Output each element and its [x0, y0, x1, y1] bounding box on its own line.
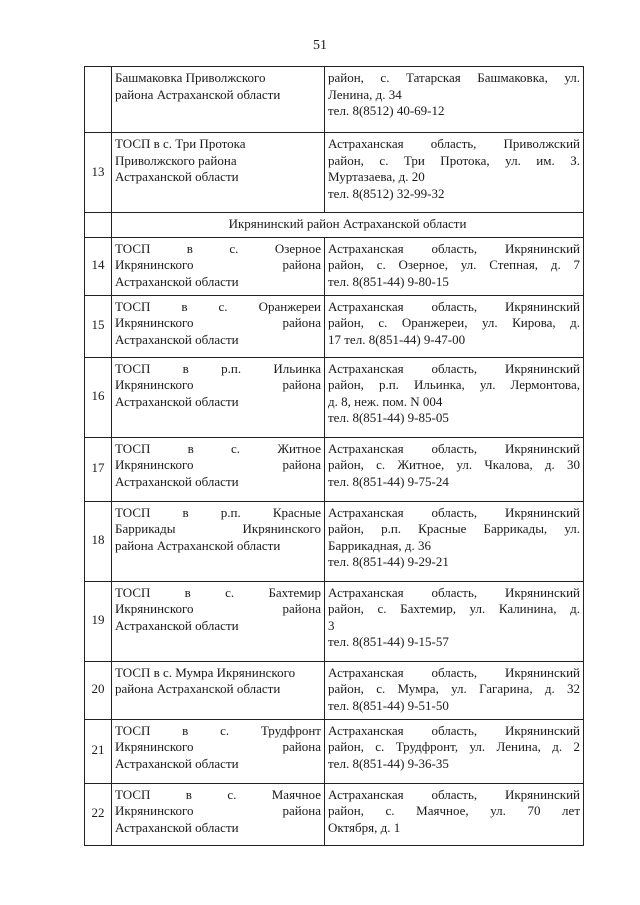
- office-name: ТОСП в с. Оранжереи Икрянинского района Астраханской области: [112, 295, 325, 357]
- row-number: [85, 67, 112, 133]
- office-name: ТОСП в с. Три Протока Приволжского района Астраханской области: [112, 133, 325, 213]
- office-name: ТОСП в с. Житное Икрянинского района Астраханской области: [112, 437, 325, 501]
- office-address: Астраханская область, Икрянинский район, с. Озерное, ул. Степная, д. 7 тел. 8(851-44) 9-80-15: [325, 237, 584, 295]
- table-row: [85, 661, 584, 719]
- section-row: [85, 213, 584, 238]
- row-number: 13: [85, 133, 112, 213]
- table-row: [85, 67, 584, 133]
- office-address: Астраханская область, Икрянинский район, р.п. Красные Баррикады, ул. Баррикадная, д. 36 тел. 8(851-44) 9-29-21: [325, 501, 584, 581]
- registry-table: [84, 66, 584, 846]
- office-name: ТОСП в с. Трудфронт Икрянинского района Астраханской области: [112, 719, 325, 783]
- office-address: Астраханская область, Икрянинский район, с. Бахтемир, ул. Калинина, д. 3 тел. 8(851-44) 9-15-57: [325, 581, 584, 661]
- office-address: Астраханская область, Икрянинский район, с. Оранжереи, ул. Кирова, д. 17 тел. 8(851-44) 9-47-00: [325, 295, 584, 357]
- office-name: ТОСП в р.п. Красные Баррикады Икрянинского района Астраханской области: [112, 501, 325, 581]
- office-name: ТОСП в с. Озерное Икрянинского района Астраханской области: [112, 237, 325, 295]
- table-row: [85, 295, 584, 357]
- row-number: 15: [85, 295, 112, 357]
- office-name: ТОСП в с. Мумра Икрянинского района Астраханской области: [112, 661, 325, 719]
- office-address: Астраханская область, Икрянинский район, с. Житное, ул. Чкалова, д. 30 тел. 8(851-44) 9-75-24: [325, 437, 584, 501]
- office-name: Башмаковка Приволжского района Астраханской области: [112, 67, 325, 133]
- office-address: Астраханская область, Икрянинский район, с. Маячное, ул. 70 лет Октября, д. 1: [325, 783, 584, 845]
- table-row: [85, 501, 584, 581]
- row-number: 17: [85, 437, 112, 501]
- row-number: 22: [85, 783, 112, 845]
- office-address: Астраханская область, Икрянинский район, р.п. Ильинка, ул. Лермонтова, д. 8, неж. пом. N 004 тел. 8(851-44) 9-85-05: [325, 357, 584, 437]
- row-number: 16: [85, 357, 112, 437]
- office-address: Астраханская область, Икрянинский район, с. Трудфронт, ул. Ленина, д. 2 тел. 8(851-44) 9-36-35: [325, 719, 584, 783]
- row-number: 14: [85, 237, 112, 295]
- table-row: [85, 133, 584, 213]
- section-title: Икрянинский район Астраханской области: [112, 213, 584, 238]
- row-number-empty: [85, 213, 112, 238]
- table-row: [85, 237, 584, 295]
- office-address: Астраханская область, Приволжский район, с. Три Протока, ул. им. З. Муртазаева, д. 20 тел. 8(8512) 32-99-32: [325, 133, 584, 213]
- table-row: [85, 437, 584, 501]
- office-address: район, с. Татарская Башмаковка, ул. Ленина, д. 34 тел. 8(8512) 40-69-12: [325, 67, 584, 133]
- office-name: ТОСП в с. Маячное Икрянинского района Астраханской области: [112, 783, 325, 845]
- office-address: Астраханская область, Икрянинский район, с. Мумра, ул. Гагарина, д. 32 тел. 8(851-44) 9-51-50: [325, 661, 584, 719]
- page-number: 51: [313, 38, 327, 53]
- table-row: [85, 719, 584, 783]
- row-number: 21: [85, 719, 112, 783]
- table-row: [85, 581, 584, 661]
- table-row: [85, 783, 584, 845]
- office-name: ТОСП в с. Бахтемир Икрянинского района Астраханской области: [112, 581, 325, 661]
- row-number: 18: [85, 501, 112, 581]
- row-number: 20: [85, 661, 112, 719]
- table-row: [85, 357, 584, 437]
- office-name: ТОСП в р.п. Ильинка Икрянинского района Астраханской области: [112, 357, 325, 437]
- row-number: 19: [85, 581, 112, 661]
